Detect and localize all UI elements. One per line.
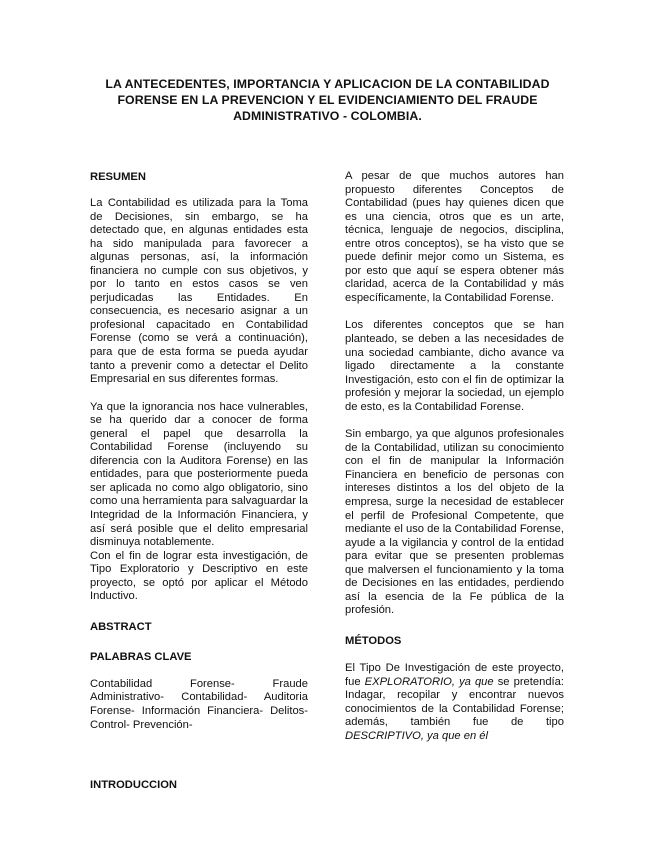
- right-column: [345, 170, 564, 743]
- metodos-text-a: El Tipo De Investigación de este proyecto, fue: [345, 661, 564, 688]
- metodos-paragraph: [345, 662, 564, 743]
- metodos-heading: MÉTODOS: [345, 634, 402, 647]
- resumen-heading: RESUMEN: [90, 171, 146, 183]
- resumen-paragraph-1: La Contabilidad es utilizada para la Toma de Decisiones, sin embargo, se ha detectado que, en algunas entidades esta ha sido manipulada para favorecer a algunas personas, así, la información financiera no cumple con sus objetivos, y por lo tanto en estos casos se ven perjudicadas las Entidades. En consecuencia, es necesario asignar a un profesional capacitado en Contabilidad Forense (como se verá a continuación), para que de esta forma se pueda ayudar tanto a prevenir como a detectar el Delito Empresarial en sus diferentes formas.: [90, 197, 308, 386]
- metodos-text-italic-2: DESCRIPTIVO, ya que en él: [345, 729, 489, 742]
- resumen-paragraph-2: Ya que la ignorancia nos hace vulnerables, se ha querido dar a conocer de forma general el papel que desarrolla la Contabilidad Forense (incluyendo su diferencia con la Auditora Forense) en las entidades, para que posteriormente pueda ser aplicada no como algo obligatorio, sino como una herramienta para salvaguardar la Integridad de la Información Financiera, y así será posible que el delito empresarial disminuya notablemente.: [90, 400, 308, 549]
- introduccion-heading: INTRODUCCION: [90, 779, 178, 792]
- resumen-paragraph-3: Con el fin de lograr esta investigación, de Tipo Exploratorio y Descriptivo en este proyecto, se optó por aplicar el Método Inductivo.: [90, 549, 308, 603]
- left-column: [90, 170, 308, 792]
- paper-title: LA ANTECEDENTES, IMPORTANCIA Y APLICACION DE LA CONTABILIDAD FORENSE EN LA PREVENCION Y EL EVIDENCIAMIENTO DEL FRAUDE ADMINISTRATIVO - COLOMBIA.: [105, 77, 550, 123]
- intro-paragraph-2: Los diferentes conceptos que se han planteado, se deben a las necesidades de una sociedad cambiante, dicho avance va ligado directamente a la constante Investigación, esto con el fin de optimizar la profesión y mejorar la sociedad, un ejemplo de esto, es la Contabilidad Forense.: [345, 319, 564, 413]
- metodos-text-c: se pretendía: Indagar, recopilar y encontrar nuevos conocimientos de la Contabilidad Forense; además, también fue de tipo: [345, 675, 564, 729]
- intro-paragraph-1: A pesar de que muchos autores han propuesto diferentes Conceptos de Contabilidad (pues hay quienes dicen que es una ciencia, otros que es un arte, técnica, lenguaje de negocios, disciplina, entre otros conceptos), se ha visto que se puede definir mejor como un Sistema, es por esto que aquí se espera obtener más claridad, acerca de la Contabilidad y más específicamente, la Contabilidad Forense.: [345, 170, 564, 304]
- palabras-clave-text: Contabilidad Forense- Fraude Administrativo- Contabilidad- Auditoria Forense- Información Financiera- Delitos- Control- Prevención-: [90, 677, 308, 731]
- abstract-heading: ABSTRACT: [90, 620, 152, 633]
- metodos-text-italic-1: EXPLORATORIO, ya que: [364, 675, 494, 688]
- intro-paragraph-3: Sin embargo, ya que algunos profesionales de la Contabilidad, utilizan su conocimiento con el fin de manipular la Información Financiera en beneficio de personas con intereses distintos a los del objeto de la empresa, surge la necesidad de establecer el perfil de Profesional Competente, que mediante el uso de la Contabilidad Forense, ayude a la vigilancia y control de la entidad para evitar que se presenten problemas que malversen el funcionamiento y la toma de Decisiones en las entidades, perdiendo así la esencia de la Fe pública de la profesión.: [345, 428, 564, 617]
- palabras-clave-heading: PALABRAS CLAVE: [90, 650, 192, 663]
